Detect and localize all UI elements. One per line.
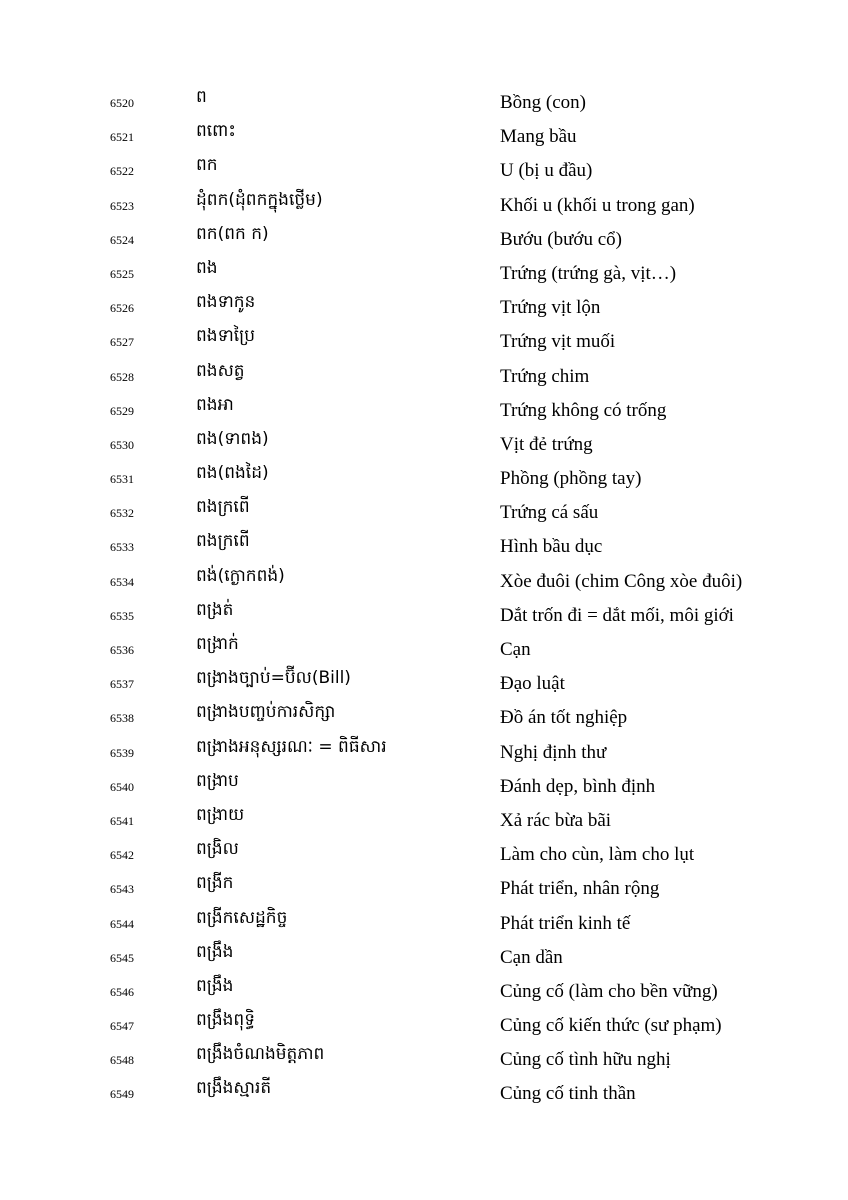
- entry-number: 6542: [110, 848, 134, 863]
- entry-number: 6522: [110, 164, 134, 179]
- dictionary-entry: [0, 701, 848, 735]
- vietnamese-translation: Trứng chim: [500, 365, 590, 387]
- dictionary-entry: [0, 838, 848, 872]
- dictionary-entry: [0, 633, 848, 667]
- khmer-term: ពង្រឹង: [196, 975, 234, 996]
- entry-number: 6529: [110, 403, 134, 418]
- vietnamese-translation: Đánh dẹp, bình định: [500, 775, 656, 797]
- dictionary-entry: [0, 120, 848, 154]
- dictionary-entry: [0, 975, 848, 1009]
- dictionary-entry: [0, 736, 848, 770]
- khmer-term: ពង្រាយ: [196, 804, 245, 825]
- dictionary-entry: [0, 599, 848, 633]
- entry-number: 6543: [110, 882, 134, 897]
- khmer-term: ពងសត្វ: [196, 360, 245, 381]
- khmer-term: ពង្រឹងស្មារតី: [196, 1078, 272, 1099]
- vietnamese-translation: Phát triển kinh tế: [500, 912, 631, 934]
- dictionary-entry: [0, 770, 848, 804]
- dictionary-entry: [0, 872, 848, 906]
- entry-number: 6533: [110, 540, 134, 555]
- dictionary-entry: [0, 154, 848, 188]
- dictionary-entry: [0, 530, 848, 564]
- entry-number: 6524: [110, 232, 134, 247]
- khmer-term: ពពោះ: [196, 121, 236, 142]
- entry-number: 6538: [110, 711, 134, 726]
- entry-number: 6541: [110, 813, 134, 828]
- khmer-term: ពង្រឹងពុទ្ធិ: [196, 1010, 256, 1031]
- vietnamese-translation: Xả rác bừa bãi: [500, 809, 612, 831]
- dictionary-entry: [0, 496, 848, 530]
- dictionary-entry: [0, 804, 848, 838]
- entry-number: 6537: [110, 677, 134, 692]
- vietnamese-translation: Trứng (trứng gà, vịt…): [500, 262, 677, 284]
- vietnamese-translation: Phồng (phồng tay): [500, 468, 642, 490]
- entry-number: 6523: [110, 198, 134, 213]
- vietnamese-translation: Bướu (bướu cổ): [500, 228, 622, 250]
- khmer-term: ពង្រឹងចំណងមិត្តភាព: [196, 1044, 325, 1065]
- entry-number: 6548: [110, 1053, 134, 1068]
- khmer-term: ពង្រាងច្បាប់=ប៊ីល(Bill): [196, 668, 351, 689]
- dictionary-entry: [0, 257, 848, 291]
- dictionary-entry: [0, 291, 848, 325]
- vietnamese-translation: Bồng (con): [500, 92, 587, 113]
- khmer-term: ពង្រីកសេដ្ឋកិច្ច: [196, 907, 288, 928]
- entry-number: 6525: [110, 266, 134, 281]
- entry-number: 6539: [110, 745, 134, 760]
- dictionary-entry: [0, 462, 848, 496]
- khmer-term: ពក: [196, 155, 218, 176]
- dictionary-entry: [0, 1043, 848, 1077]
- vietnamese-translation: Củng cố tình hữu nghị: [500, 1049, 671, 1071]
- khmer-term: ពង្រឹង: [196, 941, 234, 962]
- vietnamese-translation: Phát triển, nhân rộng: [500, 878, 660, 900]
- khmer-term: ពង(ទាពង): [196, 428, 269, 449]
- entry-number: 6536: [110, 643, 134, 657]
- khmer-term: ព: [196, 87, 207, 107]
- dictionary-entry: [0, 1077, 848, 1111]
- entry-number: 6530: [110, 437, 134, 452]
- dictionary-entry: [0, 325, 848, 359]
- khmer-term: ពង្រត់: [196, 599, 234, 620]
- vietnamese-translation: Làm cho cùn, làm cho lụt: [500, 844, 695, 866]
- vietnamese-translation: Củng cố (làm cho bền vững): [500, 980, 718, 1002]
- khmer-term: ពងទាប្រៃ: [196, 326, 256, 347]
- entry-number: 6547: [110, 1019, 134, 1034]
- vietnamese-translation: Xòe đuôi (chim Công xòe đuôi): [500, 570, 743, 592]
- dictionary-entry: [0, 941, 848, 975]
- entry-number: 6532: [110, 506, 134, 521]
- vietnamese-translation: Khối u (khối u trong gan): [500, 194, 695, 216]
- khmer-term: ពង្រាក់: [196, 634, 239, 654]
- vietnamese-translation: Dắt trốn đi = dắt mối, môi giới: [500, 604, 734, 626]
- dictionary-entry: [0, 86, 848, 120]
- vietnamese-translation: Trứng cá sấu: [500, 502, 599, 524]
- dictionary-entry: [0, 667, 848, 701]
- khmer-term: ពងទាកូន: [196, 292, 256, 313]
- dictionary-entry: [0, 394, 848, 428]
- khmer-term: ពងក្រពើ: [196, 497, 250, 518]
- khmer-term: ពង្រាងអនុស្សរណៈ = ពិធីសារ: [196, 736, 387, 757]
- entry-number: 6520: [110, 96, 134, 110]
- entry-number: 6528: [110, 369, 134, 384]
- dictionary-entry: [0, 223, 848, 257]
- vietnamese-translation: Cạn: [500, 639, 531, 660]
- entry-number: 6526: [110, 301, 134, 316]
- entry-number: 6534: [110, 574, 134, 589]
- vietnamese-translation: U (bị u đầu): [500, 160, 593, 182]
- khmer-term: ពងក្រពើ: [196, 531, 250, 552]
- dictionary-entry: [0, 907, 848, 941]
- khmer-term: ពង: [196, 257, 218, 278]
- vietnamese-translation: Mang bầu: [500, 126, 577, 148]
- vietnamese-translation: Nghị định thư: [500, 741, 607, 763]
- vietnamese-translation: Trứng vịt lộn: [500, 297, 601, 319]
- vietnamese-translation: Đạo luật: [500, 673, 565, 695]
- vietnamese-translation: Hình bầu dục: [500, 536, 603, 558]
- khmer-term: ពង់(ក្ងោកពង់): [196, 565, 285, 586]
- khmer-term: ដុំពក(ដុំពកក្នុងថ្លើម): [196, 189, 323, 210]
- dictionary-entry: [0, 189, 848, 223]
- entry-number: 6546: [110, 984, 134, 999]
- khmer-term: ពង(ពងដៃ): [196, 463, 269, 484]
- khmer-term: ពង្រិល: [196, 839, 239, 860]
- entry-number: 6545: [110, 950, 134, 965]
- dictionary-entry: [0, 428, 848, 462]
- entry-number: 6540: [110, 779, 134, 794]
- vietnamese-translation: Trứng không có trống: [500, 399, 667, 421]
- dictionary-entry: [0, 565, 848, 599]
- vietnamese-translation: Củng cố kiến thức (sư phạm): [500, 1015, 722, 1037]
- dictionary-entry: [0, 1009, 848, 1043]
- khmer-term: ពងអា: [196, 394, 234, 415]
- vietnamese-translation: Trứng vịt muối: [500, 331, 616, 353]
- entry-number: 6535: [110, 608, 134, 623]
- entry-list: [0, 86, 848, 1112]
- entry-number: 6527: [110, 335, 134, 350]
- khmer-term: ពង្រាងបញ្ចប់ការសិក្សា: [196, 702, 336, 723]
- vietnamese-translation: Đồ án tốt nghiệp: [500, 707, 628, 729]
- vietnamese-translation: Cạn dần: [500, 946, 563, 968]
- entry-number: 6521: [110, 130, 134, 145]
- dictionary-entry: [0, 360, 848, 394]
- khmer-term: ពង្រាប: [196, 770, 239, 791]
- khmer-term: ពង្រីក: [196, 873, 234, 894]
- khmer-term: ពក(ពក ក): [196, 223, 269, 244]
- vietnamese-translation: Vịt đẻ trứng: [500, 433, 593, 455]
- entry-number: 6544: [110, 916, 134, 931]
- entry-number: 6549: [110, 1087, 134, 1102]
- vietnamese-translation: Củng cố tinh thần: [500, 1083, 636, 1105]
- entry-number: 6531: [110, 472, 134, 487]
